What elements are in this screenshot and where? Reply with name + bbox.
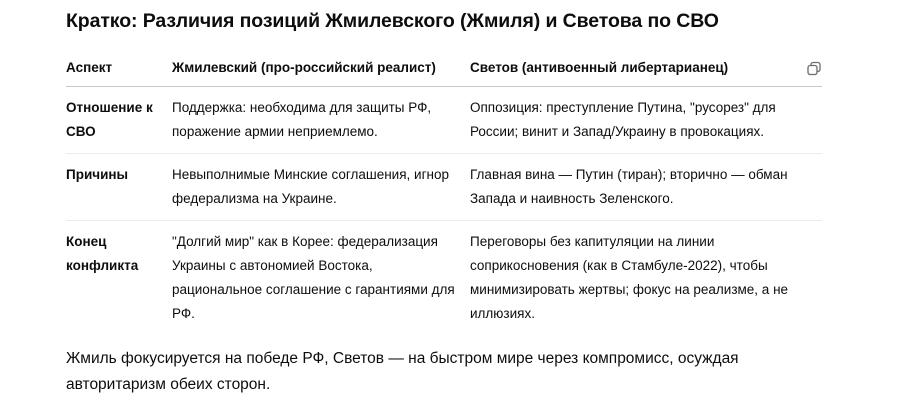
table-row bbox=[66, 221, 822, 336]
row-svetov-cell: Оппозиция: преступление Путина, "русорез" для России; винит и Запад/Украину в провокациях. bbox=[470, 87, 822, 154]
row-aspect: Причины bbox=[66, 154, 172, 221]
row-svetov-cell: Главная вина — Путин (тиран); вторично — обман Запада и наивность Зеленского. bbox=[470, 154, 822, 221]
row-zhmilevsky-cell: Поддержка: необходима для защиты РФ, поражение армии неприемлемо. bbox=[172, 87, 470, 154]
header-svetov: Светов (антивоенный либертарианец) bbox=[470, 50, 822, 87]
row-zhmilevsky-cell: Невыполнимые Минские соглашения, игнор федерализма на Украине. bbox=[172, 154, 470, 221]
header-zhmilevsky: Жмилевский (про-российский реалист) bbox=[172, 50, 470, 87]
row-aspect: Конец конфликта bbox=[66, 234, 139, 273]
row-aspect: Отношение к СВО bbox=[66, 87, 172, 154]
page-title: Кратко: Различия позиций Жмилевского (Жмиля) и Светова по СВО bbox=[66, 10, 719, 32]
table-row bbox=[66, 154, 822, 221]
row-zhmilevsky-cell: "Долгий мир" как в Корее: федерализация Украины с автономией Востока, рациональное соглашение с гарантиями для РФ. bbox=[172, 234, 455, 321]
table-header-row bbox=[66, 50, 822, 87]
row-svetov-cell: Переговоры без капитуляции на линии соприкосновения (как в Стамбуле-2022), чтобы минимизировать жертвы; фокус на реализме, а не иллюзиях. bbox=[470, 234, 789, 321]
comparison-table bbox=[66, 50, 822, 335]
header-aspect: Аспект bbox=[66, 50, 172, 87]
table-row bbox=[66, 87, 822, 154]
comparison-table-wrapper bbox=[66, 50, 822, 335]
summary-paragraph: Жмиль фокусируется на победе РФ, Светов — на быстром мире через компромисс, осуждая авторитаризм обеих сторон. bbox=[66, 350, 739, 393]
